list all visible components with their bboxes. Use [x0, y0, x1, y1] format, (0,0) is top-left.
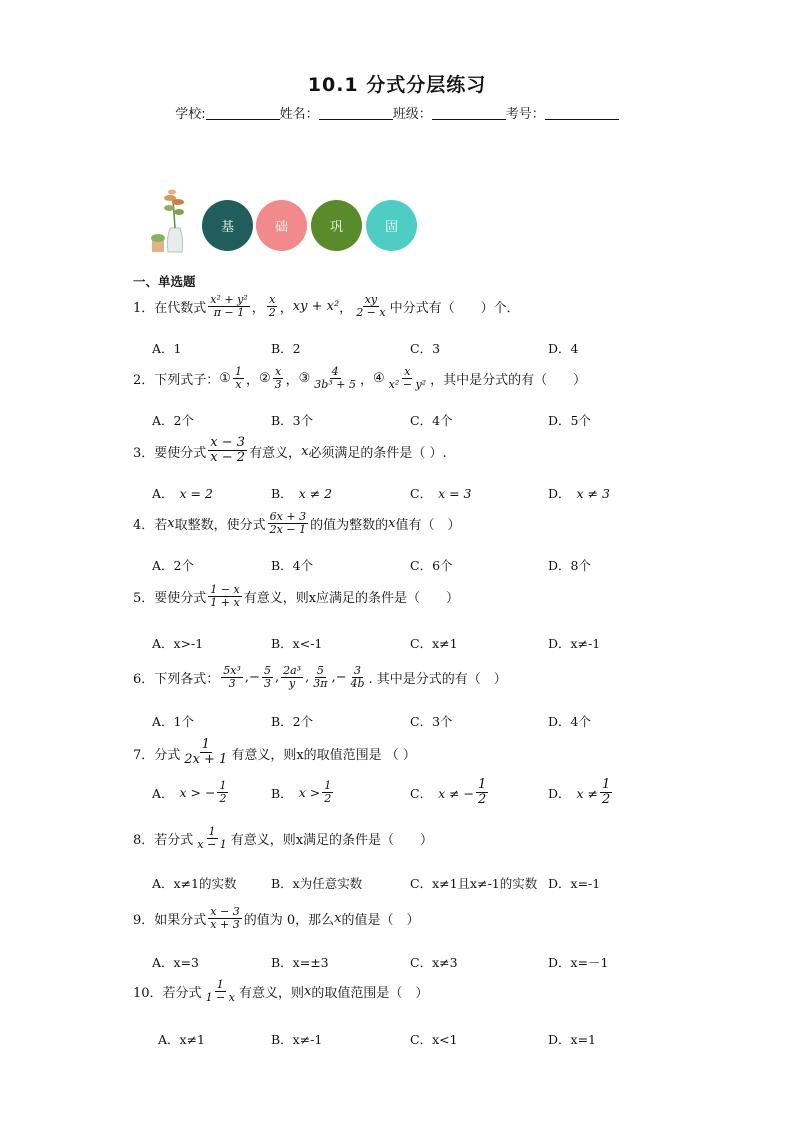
q6-fraction-1 — [221, 665, 243, 691]
q8-prefix: 若分式 — [154, 833, 194, 849]
q1-f2-numerator: x — [269, 293, 276, 306]
student-info-line — [0, 103, 794, 122]
q6-f1-denominator: 3 — [228, 677, 236, 691]
q2-sep-3: ， — [359, 373, 373, 389]
q10-suffix: 的取值范围是（ ） — [311, 986, 429, 1002]
q6-f5-numerator: 3 — [353, 664, 361, 677]
q2-fraction-3 — [312, 366, 358, 392]
name-blank[interactable] — [319, 107, 393, 120]
name-label: 姓名： — [279, 107, 319, 122]
q6-sep-3: , — [305, 670, 310, 686]
q2-number: 2． — [133, 373, 155, 389]
q7-c-letter: C． — [410, 786, 433, 802]
q7-c-half — [476, 778, 488, 808]
q8-numerator: 1 — [208, 825, 216, 838]
q7-fraction — [182, 738, 229, 768]
q1-fraction-1 — [208, 294, 249, 320]
q7-a-half-denominator: 2 — [219, 792, 227, 806]
q3-b-letter: B． — [271, 486, 293, 501]
q7-d-half-numerator: 1 — [602, 777, 611, 792]
q7-d-value: x ≠ — [576, 785, 599, 801]
question-4 — [133, 511, 460, 537]
q6-sep-2: , — [274, 670, 280, 686]
q5-fraction — [208, 584, 241, 610]
q6-fraction-3 — [281, 665, 303, 691]
q10-number: 10． — [133, 986, 163, 1002]
q9-option-a[interactable]: A．x=3 — [152, 955, 200, 970]
q7-a-half-numerator: 1 — [219, 779, 227, 792]
q3-b-value: x ≠ 2 — [298, 485, 333, 501]
q10-variable: x — [304, 984, 312, 1000]
q1-option-a[interactable]: A．1 — [152, 341, 182, 356]
q7-prefix: 分式 — [154, 747, 181, 763]
q9-option-c[interactable]: C．x≠3 — [410, 955, 458, 970]
q3-fraction — [208, 436, 247, 466]
q2-sep-2: ， — [285, 373, 299, 389]
q2-option-c[interactable]: C．4个 — [410, 413, 453, 428]
q7-option-b[interactable] — [271, 780, 335, 806]
q6-option-a[interactable]: A．1个 — [152, 714, 194, 729]
q1-fraction-3 — [354, 294, 387, 320]
q4-prefix: 若 — [154, 518, 168, 534]
q6-fraction-5 — [348, 665, 366, 691]
q9-denominator: x + 3 — [210, 918, 240, 932]
q2-option-b[interactable]: B．3个 — [271, 413, 314, 428]
q2-mark-3: ③ — [298, 371, 311, 387]
q3-prefix: 要使分式 — [154, 445, 207, 461]
q7-a-letter: A． — [152, 785, 174, 801]
q4-number: 4． — [133, 518, 155, 534]
q2-suffix: ，其中是分式的有（ ） — [430, 373, 587, 389]
q1-option-b[interactable]: B．2 — [271, 341, 301, 356]
q7-b-value: x > — [298, 785, 321, 801]
q1-f3-denominator: 2 − x — [356, 306, 386, 320]
q1-sep-1: ， — [251, 301, 265, 317]
q1-fraction-2 — [267, 294, 278, 320]
question-2 — [133, 366, 586, 392]
q2-mark-1: ① — [219, 371, 231, 387]
q3-d-letter: D． — [548, 486, 571, 501]
q5-option-c[interactable]: C．x≠1 — [410, 636, 458, 651]
q6-f2-numerator: 5 — [263, 664, 271, 677]
q3-option-a[interactable] — [152, 484, 213, 502]
q8-option-d[interactable]: D．x=-1 — [548, 876, 601, 891]
class-label: 班级： — [392, 107, 432, 122]
q5-numerator: 1 − x — [210, 583, 240, 596]
badge-gong-label: 巩 — [329, 220, 343, 235]
q4-suffix: 值有（ ） — [395, 518, 461, 534]
q10-option-b[interactable]: B．x≠-1 — [271, 1032, 323, 1047]
q6-f4-numerator: 5 — [316, 664, 324, 677]
q3-number: 3． — [133, 445, 155, 461]
q3-d-value: x ≠ 3 — [576, 485, 610, 501]
q3-option-d[interactable] — [548, 484, 610, 502]
q7-suffix: 有意义，则x的取值范围是 （ ） — [231, 747, 416, 763]
q6-f5-denominator: 4b — [350, 677, 365, 691]
question-9 — [133, 906, 419, 932]
q9-option-d[interactable]: D．x=－1 — [548, 955, 609, 970]
potted-plant-icon — [148, 188, 194, 256]
q1-f3-numerator: xy — [364, 293, 378, 306]
exam-number-label: 考号： — [505, 107, 545, 122]
q7-c-half-numerator: 1 — [478, 777, 487, 792]
badge-chu — [256, 200, 307, 251]
q3-middle: 有意义， — [249, 445, 302, 461]
q3-denominator: x − 2 — [210, 450, 246, 466]
q4-middle-2: 的值为整数的 — [310, 518, 389, 534]
q6-sep-4: ,− — [331, 670, 347, 686]
q3-numerator: x − 3 — [210, 435, 246, 450]
q7-c-value: x ≠ − — [438, 785, 475, 801]
q9-middle: 的值为 0，那么 — [243, 913, 335, 929]
q2-fraction-4 — [387, 366, 428, 392]
q5-option-b[interactable]: B．x<-1 — [271, 636, 323, 651]
q2-f4-denominator: x² − y² — [388, 378, 427, 392]
q1-prefix: 在代数式 — [154, 301, 207, 317]
q7-b-half-denominator: 2 — [324, 792, 332, 806]
q8-option-a[interactable]: A．x≠1的实数 — [152, 876, 237, 891]
question-6 — [133, 665, 507, 691]
q2-f2-numerator: x — [275, 365, 282, 378]
q6-suffix: . 其中是分式的有（ ） — [368, 672, 507, 688]
q8-denominator: x − 1 — [197, 838, 227, 852]
q5-option-a[interactable]: A．x>-1 — [152, 636, 204, 651]
exam-number-blank[interactable] — [545, 107, 619, 120]
q6-f1-numerator: 5x³ — [223, 664, 241, 677]
q4-variable: x — [167, 516, 175, 532]
q8-option-b[interactable]: B．x为任意实数 — [271, 876, 363, 891]
q10-option-c[interactable]: C．x<1 — [410, 1032, 458, 1047]
q4-option-b[interactable]: B．4个 — [271, 558, 314, 573]
q8-fraction — [195, 826, 228, 852]
q7-d-half-denominator: 2 — [602, 792, 611, 808]
q2-f4-numerator: x — [404, 365, 411, 378]
q5-number: 5． — [133, 591, 155, 607]
q10-option-d[interactable]: D．x=1 — [548, 1032, 596, 1047]
q2-sep-1: ， — [245, 373, 259, 389]
q2-mark-4: ④ — [372, 371, 385, 387]
q6-sep-1: ,− — [244, 670, 260, 686]
q7-a-value: x > − — [179, 785, 216, 801]
q7-b-half — [322, 780, 333, 806]
school-label: 学校: — [175, 107, 206, 122]
q7-number: 7． — [133, 747, 155, 763]
q3-a-value: x = 2 — [179, 485, 213, 501]
q3-c-letter: C． — [410, 486, 433, 501]
q10-numerator: 1 — [216, 978, 224, 991]
q1-option-d[interactable]: D．4 — [548, 341, 579, 356]
question-10 — [133, 979, 428, 1005]
q4-option-d[interactable]: D．8个 — [548, 558, 591, 573]
q4-middle: 取整数，使分式 — [174, 518, 266, 534]
q2-f2-denominator: 3 — [274, 378, 282, 392]
q9-suffix: 的值是（ ） — [341, 913, 420, 929]
q6-option-d[interactable]: D．4个 — [548, 714, 591, 729]
q8-option-c[interactable]: C．x≠1且x≠-1的实数 — [410, 876, 538, 891]
q9-numerator: x − 3 — [210, 905, 240, 918]
q10-prefix: 若分式 — [162, 986, 202, 1002]
q6-f4-denominator: 3π — [313, 677, 328, 691]
q6-fraction-4 — [311, 665, 329, 691]
q7-b-half-numerator: 1 — [324, 779, 332, 792]
q6-prefix: 下列各式： — [154, 672, 220, 688]
section-heading: 一、单选题 — [133, 274, 196, 289]
q3-option-c[interactable] — [410, 484, 472, 502]
q10-fraction — [204, 979, 237, 1005]
q9-variable: x — [334, 911, 342, 927]
q2-f1-denominator: x — [235, 378, 242, 392]
q2-fraction-1 — [233, 366, 244, 392]
q2-f1-numerator: 1 — [234, 365, 242, 378]
q3-a-letter: A． — [152, 486, 174, 501]
q8-number: 8． — [133, 833, 155, 849]
q2-f3-denominator: 3b³ + 5 — [314, 378, 356, 392]
q7-numerator: 1 — [201, 737, 210, 752]
q7-d-letter: D． — [548, 786, 571, 802]
q7-option-c[interactable] — [410, 778, 490, 808]
q10-denominator: 1 − x — [205, 991, 235, 1005]
q2-mark-2: ② — [258, 371, 271, 387]
q5-denominator: 1 + x — [210, 596, 240, 610]
q4-fraction — [268, 511, 308, 537]
q4-variable-2: x — [388, 516, 396, 532]
page-title: 10.1 分式分层练习 — [307, 74, 487, 96]
q4-numerator: 6x + 3 — [269, 510, 307, 523]
q1-number: 1． — [133, 301, 155, 317]
q1-f1-numerator: x² + y² — [210, 293, 248, 306]
q6-number: 6． — [133, 672, 155, 688]
q8-suffix: 有意义，则x满足的条件是（ ） — [230, 833, 434, 849]
basic-consolidation-banner — [148, 188, 448, 258]
badge-gu-label: 固 — [384, 220, 398, 235]
question-3 — [133, 436, 447, 466]
badge-ji — [202, 200, 253, 251]
q4-denominator: 2x − 1 — [269, 523, 307, 537]
q7-d-half — [600, 778, 612, 808]
q1-sep-2: ， — [279, 301, 293, 317]
q5-suffix: 有意义，则x应满足的条件是（ ） — [243, 591, 460, 607]
q1-f2-denominator: 2 — [268, 306, 276, 320]
q9-prefix: 如果分式 — [154, 913, 207, 929]
q3-suffix: 必须满足的条件是（ ）. — [308, 445, 447, 461]
q9-option-b[interactable]: B．x=±3 — [271, 955, 329, 970]
q2-f3-numerator: 4 — [331, 365, 339, 378]
class-blank[interactable] — [432, 107, 506, 120]
q6-fraction-2 — [262, 665, 273, 691]
q1-f1-denominator: π − 1 — [213, 306, 245, 320]
q1-sep-3: ， — [339, 301, 353, 317]
q7-c-half-denominator: 2 — [478, 792, 487, 808]
q1-expression: xy + x² — [292, 299, 340, 315]
badge-gong — [311, 200, 362, 251]
q6-option-b[interactable]: B．2个 — [271, 714, 314, 729]
question-1 — [133, 294, 520, 320]
badge-chu-label: 础 — [274, 220, 288, 235]
q9-number: 9． — [133, 913, 155, 929]
q9-fraction — [208, 906, 241, 932]
q2-option-d[interactable]: D．5个 — [548, 413, 591, 428]
q2-fraction-2 — [273, 366, 284, 392]
badge-gu — [366, 200, 417, 251]
q6-f3-denominator: y — [288, 677, 296, 691]
q5-prefix: 要使分式 — [154, 591, 207, 607]
q7-a-half — [217, 780, 228, 806]
q1-option-c[interactable]: C．3 — [410, 341, 441, 356]
q5-option-d[interactable]: D．x≠-1 — [548, 636, 601, 651]
q6-f3-numerator: 2a³ — [283, 664, 302, 677]
q6-option-c[interactable]: C．3个 — [410, 714, 453, 729]
school-blank[interactable] — [206, 107, 280, 120]
q7-denominator: 2x + 1 — [184, 752, 228, 768]
q2-option-a[interactable]: A．2个 — [152, 413, 194, 428]
q3-option-b[interactable] — [271, 484, 332, 502]
question-8 — [133, 826, 433, 852]
q6-f2-denominator: 3 — [263, 677, 271, 691]
q10-middle: 有意义，则 — [238, 986, 304, 1002]
q3-variable: x — [301, 443, 309, 459]
badge-ji-label: 基 — [220, 220, 234, 235]
q1-suffix: 中分式有（ ）个． — [389, 301, 520, 317]
q3-c-value: x = 3 — [438, 485, 472, 501]
q4-option-a[interactable]: A．2个 — [152, 558, 194, 573]
q10-option-a[interactable]: A．x≠1 — [158, 1032, 206, 1047]
q7-option-d[interactable] — [548, 778, 614, 808]
question-5 — [133, 584, 459, 610]
q2-prefix: 下列式子： — [154, 373, 220, 389]
q7-option-a[interactable] — [152, 780, 230, 806]
q4-option-c[interactable]: C．6个 — [410, 558, 453, 573]
q7-b-letter: B． — [271, 785, 293, 801]
question-7 — [133, 738, 416, 768]
